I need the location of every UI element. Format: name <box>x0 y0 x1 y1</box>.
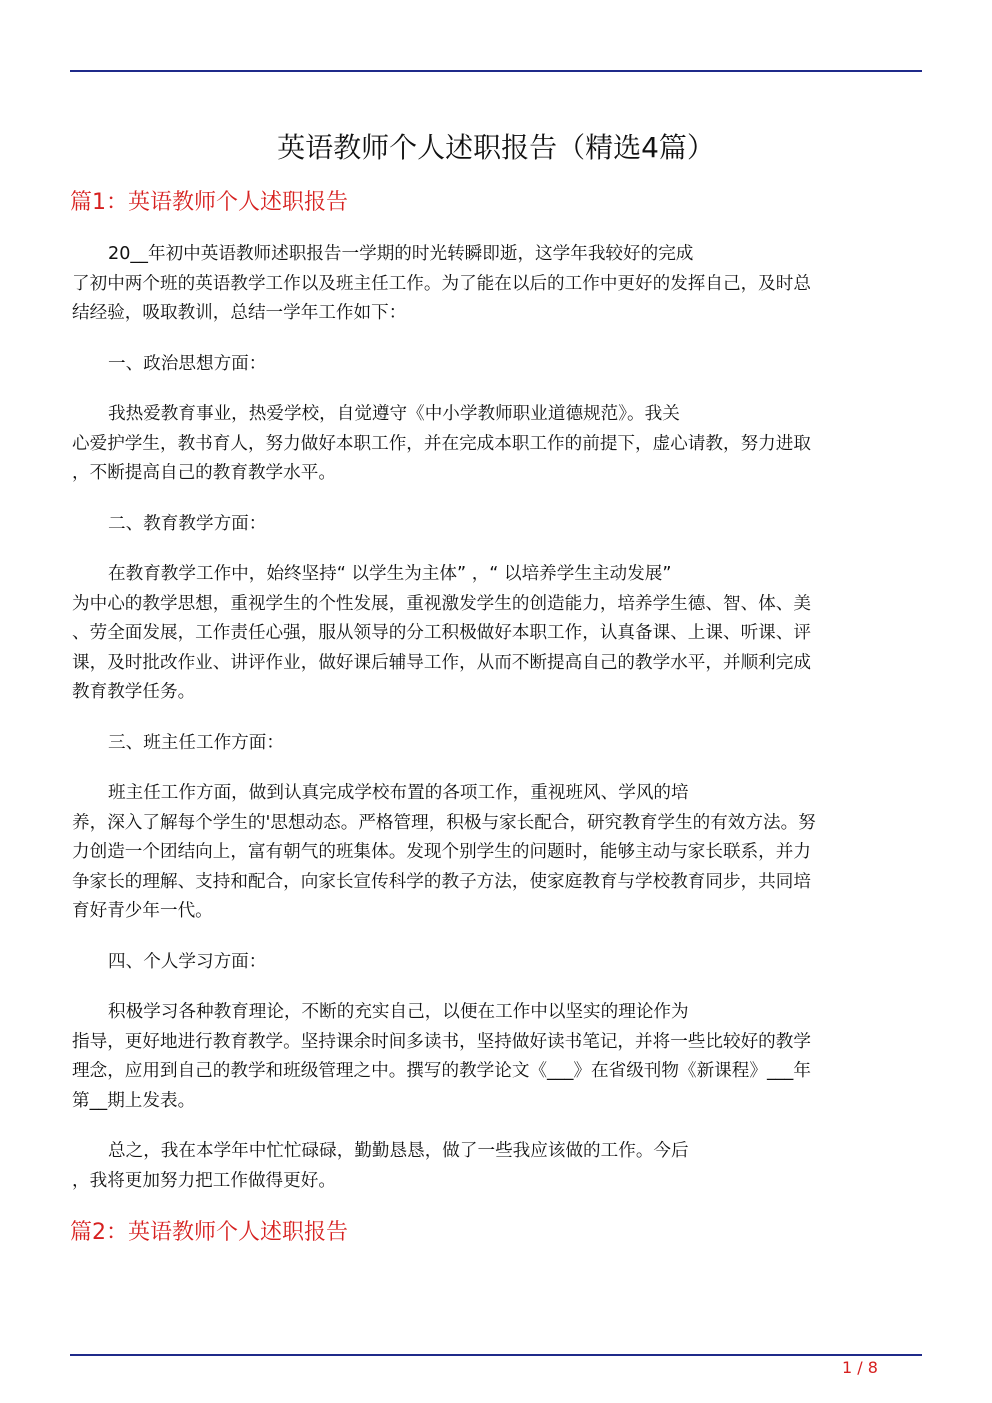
subheading-personal-study: 四、个人学习方面： <box>108 952 267 972</box>
section-heading-1: 篇1：英语教师个人述职报告 <box>70 190 348 215</box>
section-heading-2: 篇2：英语教师个人述职报告 <box>70 1220 348 1245</box>
subheading-teaching: 二、教育教学方面： <box>108 514 267 534</box>
paragraph: 总之，我在本学年中忙忙碌碌，勤勤恳恳，做了一些我应该做的工作。今后 ，我将更加努力把工作做得更好。 <box>72 1141 689 1191</box>
subheading-politics: 一、政治思想方面： <box>108 354 267 374</box>
paragraph: 我热爱教育事业，热爱学校，自觉遵守《中小学教师职业道德规范》。我关 心爱护学生，教书育人，努力做好本职工作，并在完成本职工作的前提下，虚心请教，努力进取 ，不断提高自己的教育教学水平。 <box>72 404 811 484</box>
document-title: 英语教师个人述职报告（精选4篇） <box>277 131 715 164</box>
paragraph: 积极学习各种教育理论，不断的充实自己，以便在工作中以坚实的理论作为 指导，更好地进行教育教学。坚持课余时间多读书，坚持做好读书笔记，并将一些比较好的教学 理念，应用到自己的教学和班级管理之中。撰写的教学论文《___》在省级刊物《新课程》___年 第__期上发表。 <box>72 1002 811 1111</box>
paragraph: 20__年初中英语教师述职报告一学期的时光转瞬即逝，这学年我较好的完成 了初中两个班的英语教学工作以及班主任工作。为了能在以后的工作中更好的发挥自己，及时总 结经验，吸取教训，总结一学年工作如下： <box>72 244 811 324</box>
footer-rule <box>70 1354 922 1356</box>
page-number: 1 / 8 <box>842 1358 878 1377</box>
subheading-class-teacher: 三、班主任工作方面： <box>108 733 284 753</box>
header-rule <box>70 70 922 72</box>
paragraph: 班主任工作方面，做到认真完成学校布置的各项工作，重视班风、学风的培 养，深入了解每个学生的'思想动态。严格管理，积极与家长配合，研究教育学生的有效方法。努 力创造一个团结向上，富有朝气的班集体。发现个别学生的问题时，能够主动与家长联系，并力 争家长的理解、支持和配合，向家长宣传科学的教子方法，使家庭教育与学校教育同步，共同培 育好青少年一代。 <box>72 783 816 922</box>
paragraph: 在教育教学工作中，始终坚持“ 以学生为主体” ，“ 以培养学生主动发展” 为中心的教学思想，重视学生的个性发展，重视激发学生的创造能力，培养学生德、智、体、美 、劳全面发展，工作责任心强，服从领导的分工积极做好本职工作，认真备课、上课、听课、评 课，及时批改作业、讲评作业，做好课后辅导工作，从而不断提高自己的教学水平，并顺利完成 教育教学任务。 <box>72 564 811 703</box>
